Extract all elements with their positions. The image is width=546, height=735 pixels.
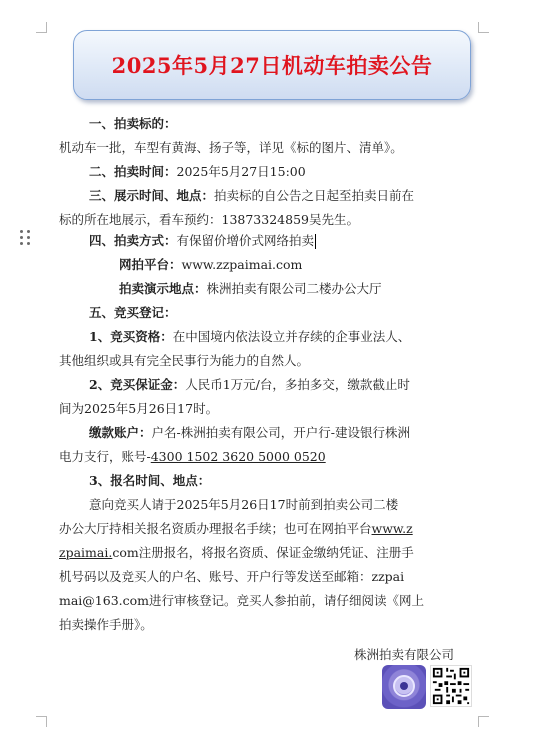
venue-label: 拍卖演示地点： — [119, 281, 207, 296]
venue-line — [119, 278, 509, 300]
signup-line-4 — [59, 566, 479, 588]
qualification-text-1: 在中国境内依法设立并存续的企事业法人、 — [172, 329, 411, 344]
signup-heading-line — [89, 470, 479, 492]
seal-core — [400, 682, 408, 690]
signup-line-2 — [59, 518, 479, 540]
signup-text-4: 机号码以及竞买人的户名、账号、开户行等发送至邮箱：zzpai — [59, 569, 405, 584]
deposit-text-1: 人民币1万元/台，多拍多交，缴款截止时 — [185, 377, 410, 392]
heading-time: 二、拍卖时间： — [89, 164, 177, 179]
heading-subject — [89, 113, 479, 135]
margin-corner-top-right — [478, 22, 489, 33]
method-line[interactable] — [89, 230, 479, 252]
account-number: 4300 1502 3620 5000 0520 — [150, 449, 326, 464]
margin-corner-top-left — [36, 22, 47, 33]
subject-text-content: 机动车一批，车型有黄海、扬子等，详见《标的图片、清单》。 — [59, 140, 403, 155]
heading-registration — [89, 302, 479, 324]
qualification-line-1 — [89, 326, 479, 348]
signup-line-5 — [59, 590, 479, 612]
account-line-1 — [89, 422, 479, 444]
deposit-line-2 — [59, 398, 479, 420]
method-text: 有保留价增价式网络拍卖 — [176, 233, 315, 248]
time-value: 2025年5月27日15:00 — [176, 164, 306, 179]
platform-line — [119, 254, 509, 276]
platform-link-part-2[interactable]: zpaimai. — [59, 545, 113, 560]
platform-value: www.zzpaimai.com — [181, 257, 303, 272]
deposit-line-1 — [89, 374, 479, 396]
company-seal-icon — [382, 665, 426, 709]
subject-text — [59, 137, 479, 159]
heading-method: 四、拍卖方式： — [89, 233, 177, 248]
heading-registration-text: 五、竞买登记： — [89, 305, 177, 320]
account-label: 缴款账户： — [89, 425, 152, 440]
platform-label: 网拍平台： — [119, 257, 182, 272]
signup-text-1: 意向竞买人请于2025年5月26日17时前到拍卖公司二楼 — [89, 497, 399, 512]
display-text-2: 标的所在地展示，看车预约：13873324859吴先生。 — [59, 212, 359, 227]
margin-corner-bottom-right — [478, 716, 489, 727]
display-text-1: 拍卖标的自公告之日起至拍卖日前在 — [214, 188, 415, 203]
heading-subject-text: 一、拍卖标的： — [89, 116, 177, 131]
title-box — [73, 30, 471, 100]
signup-text-2: 办公大厅持相关报名资质办理报名手续；也可在网拍平台 — [59, 521, 372, 536]
account-text-2: 电力支行，账号- — [59, 449, 151, 464]
signup-line-6 — [59, 614, 479, 636]
text-cursor — [315, 234, 316, 249]
time-line — [89, 161, 479, 183]
account-text-1: 户名-株洲拍卖有限公司，开户行-建设银行株洲 — [151, 425, 410, 440]
margin-corner-bottom-left — [36, 716, 47, 727]
display-line-2 — [59, 209, 479, 231]
deposit-label: 2、竞买保证金： — [89, 377, 186, 392]
drag-handle-icon[interactable] — [20, 230, 32, 248]
signature: 株洲拍卖有限公司 — [354, 647, 455, 662]
deposit-text-2: 间为2025年5月26日17时。 — [59, 401, 219, 416]
platform-link-part-1[interactable]: www.z — [371, 521, 413, 536]
signup-text-3: com注册报名，将报名资质、保证金缴纳凭证、注册手 — [112, 545, 414, 560]
qualification-line-2 — [59, 350, 479, 372]
page-title: 2025年5月27日机动车拍卖公告 — [111, 53, 433, 78]
signup-label: 3、报名时间、地点： — [89, 473, 211, 488]
qualification-label: 1、竞买资格： — [89, 329, 173, 344]
signup-text-5: mai@163.com进行审核登记。竞买人参拍前，请仔细阅读《网上 — [59, 593, 425, 608]
qr-code-icon — [430, 665, 472, 707]
venue-value: 株洲拍卖有限公司二楼办公大厅 — [206, 281, 382, 296]
signup-line-1 — [89, 494, 479, 516]
signup-line-3 — [59, 542, 479, 564]
heading-display: 三、展示时间、地点： — [89, 188, 215, 203]
qualification-text-2: 其他组织或具有完全民事行为能力的自然人。 — [59, 353, 310, 368]
account-line-2 — [59, 446, 479, 468]
display-line-1 — [89, 185, 479, 207]
signup-text-6: 拍卖操作手册》。 — [59, 617, 153, 632]
